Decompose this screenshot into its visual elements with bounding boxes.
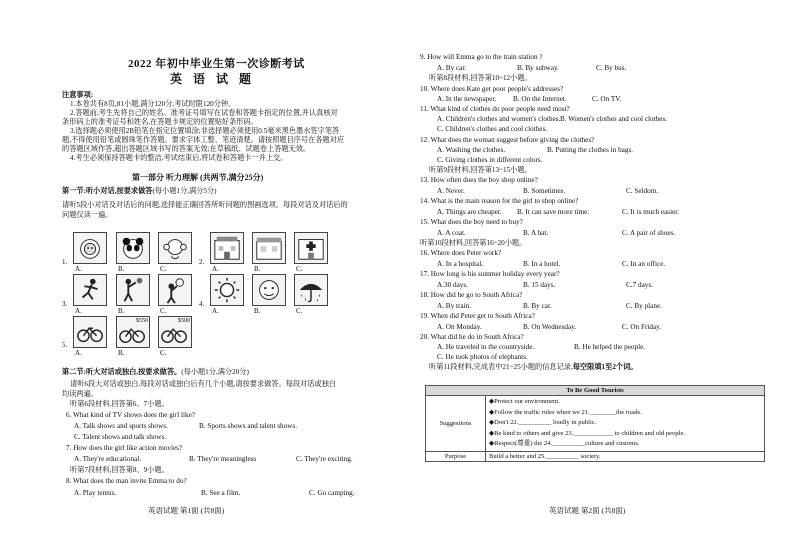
exam-subtitle: 英 语 试 题 [170,72,256,86]
answer-option: A. Never. [437,187,465,195]
lion-picture-icon [73,232,107,264]
answer-option: C. Seldom. [626,187,659,195]
section2-note: (每小题1分,满分20分) [181,368,249,376]
shop-picture-icon [252,232,286,264]
notice-line: 的答题区域作答,超出答题区域书写的答案无效;在草稿纸、试题卷上答题无效。 [62,145,311,153]
question-number: 2. [199,258,205,266]
hospital-picture-icon [294,232,328,264]
section2-instruction: 均读两遍。 [62,390,98,398]
answer-option: C. Go camping. [309,489,355,497]
answer-option: C. On Friday. [622,323,662,331]
table-instruction-text: 听第11段材料,完成表中21~25小题的信息记录, [429,363,573,371]
answer-option: C. Giving clothes in different colors. [437,156,543,164]
notice-line: 3.选择题必须使用2B铅笔在指定位置填涂;非选择题必须使用0.5毫米黑色墨水签字笔答 [70,127,340,135]
cloudy-picture-icon [252,274,286,306]
option-label: B. [254,307,261,315]
answer-option: C. It is much easier. [622,208,680,216]
table-instruction-emphasis: 每空限填1至2个词。 [572,363,638,371]
section1-title: 第一节:听小对话,按要求做答 [62,187,153,195]
answer-option: B. Putting the clothes in bags. [547,146,634,154]
answer-option: C. Children's clothes and cool clothes. [437,125,548,133]
section1-note: (每小题1分,满分5分) [152,187,217,195]
answer-option: B. See a film. [201,489,241,497]
question-text: 11. What kind of clothes do poor people need most? [420,105,570,113]
bank-picture-icon [210,232,244,264]
answer-option: A. In a hospital. [437,260,484,268]
page-footer: 英语试题 第2面 (共8面) [549,506,626,515]
answer-option: C. He took photos of elephants. [437,353,528,361]
option-label: A. [75,307,82,315]
notes-table [425,385,765,462]
answer-option: A. A coat. [437,229,466,237]
answer-option: A. On Monday. [437,323,482,331]
table-row-label: Purpose [426,451,486,461]
table-suggestion-item: ◆Don't 22.__________ loudly in public. [489,419,597,426]
table-suggestion-item: ◆Respect(尊重) the 24.__________culture and customs. [489,440,640,447]
table-suggestion-item: ◆Follow the traffic rules when we 21.________the roads. [489,408,642,416]
question-text: 8. What does the man invite Emma to do? [66,477,187,485]
section1-heading [62,187,217,196]
listening-note: 听第9段材料,回答第13~15小题。 [429,166,532,174]
option-label: A. [212,307,219,315]
option-label: B. [118,349,125,357]
answer-option: B. In a hotel. [523,260,561,268]
option-label: B. [118,265,125,273]
bike-price-label: $500 [178,318,190,324]
notice-line: 2.答题前,考生先将自己的姓名、准考证号填写在试卷和答题卡指定的位置,并认真核对 [70,109,338,117]
answer-option: B. Women's clothes and cool clothes. [560,115,667,123]
answer-option: A. They're educational. [74,455,142,463]
answer-option: B. He helped the people. [574,343,646,351]
answer-option: B. By car. [523,302,552,310]
table-purpose-cell: Build a better and 25.__________ society. [486,451,765,461]
answer-option: C. By plane. [626,302,662,310]
part1-title: 第一部分 听力理解 (共两节,满分25分) [132,173,264,182]
answer-option: B. They're meaningless [189,455,257,463]
answer-option: B. On the Internet. [513,95,567,103]
question-text: 10. Where does Kate get poor people's addresses? [420,85,564,93]
bike-price-picture-icon [158,316,192,348]
question-text: 17. How long is his summer holiday every year? [420,270,560,278]
section1-instruction: 请听5段小对话及对话后的问题,选择能正确回答所听问题的图画选项。每段对话及对话后的 [62,201,348,209]
answer-option: A. In the newspaper. [437,95,497,103]
question-number: 1. [62,258,68,266]
panda-picture-icon [116,232,150,264]
table-suggestion-item: ◆Be kind to others and give 23.____________ to children and old people. [489,429,686,437]
section2-title: 第二节:听大对话或独白,按要求做答。 [62,368,182,376]
answer-option: A. By train. [437,302,471,310]
answer-option: A. By car. [437,64,467,72]
page-footer: 英语试题 第1面 (共8面) [148,506,225,515]
listening-note: 听第7段材料,回答第8、9小题。 [70,466,169,474]
answer-option: A. He traveled in the countryside. [437,343,535,351]
question-number: 3. [62,300,68,308]
option-label: C. [160,349,167,357]
sunny-picture-icon [210,274,244,306]
section2-instruction: 听第6段材料,回答第6、7小题。 [70,400,169,408]
answer-option: A. Play tennis. [74,489,117,497]
notice-line: 题,不得使用铅笔或圆珠笔作答题。要求字体工整、笔迹清楚。请按照题目序号在各题对应 [62,136,345,144]
bike-price-picture-icon [73,316,107,348]
question-text: 12. What does the woman suggest before giving the clothes? [420,136,595,144]
listening-note: 听第10段材料,回答第16~20小题。 [420,239,527,247]
answer-option: C. In an office. [622,260,666,268]
answer-option: B. 15 days. [523,281,556,289]
answer-option: A. Washing the clothes. [437,146,506,154]
question-text: 20. What did he do in South Africa? [420,333,524,341]
question-text: 7. How does the girl like action movies? [66,444,183,452]
answer-option: C.7 days. [626,281,653,289]
answer-option: B. Sports shows and talent shows. [199,422,298,430]
volleyball-picture-icon [158,274,192,306]
answer-option: C. Talent shows and talk shows. [74,433,167,441]
answer-option: A.30 days. [437,281,468,289]
listening-note: 听第8段材料,回答第10~12小题。 [429,74,532,82]
notice-line: 4.考生必须保持答题卡的整洁,考试结束后,将试卷和答题卡一并上交。 [70,154,288,162]
option-label: A. [75,265,82,273]
question-text: 14. What is the main reason for the girl to shop online? [420,197,579,205]
notice-heading: 注意事项: [62,91,94,99]
question-text: 16. Where does Peter work? [420,249,502,257]
question-text: 13. How often does the boy shop online? [420,176,538,184]
answer-option: B. By subway. [517,64,559,72]
table-title: To Be Good Tourists [426,386,765,396]
bike-price-label: $550 [136,318,148,324]
answer-option: B. On Wednesday. [523,323,577,331]
table-instruction [429,363,637,372]
option-label: C. [160,265,167,273]
answer-option: C. A pair of shoes. [622,229,676,237]
notice-line: 条形码上的准考证号和姓名,在答题卡规定的位置贴好条形码。 [62,118,258,126]
section2-heading [62,368,249,377]
table-row-label: Suggestions [426,396,486,452]
option-label: B. [254,265,261,273]
rainy-picture-icon [294,274,328,306]
exam-title: 2022 年初中毕业生第一次诊断考试 [128,58,305,70]
answer-option: A. Things are cheaper. [437,208,502,216]
answer-option: A. Children's clothes and women's clothes. [437,115,561,123]
basketball-picture-icon [116,274,150,306]
answer-option: C. On TV. [592,95,622,103]
answer-option: B. It can save more time. [517,208,590,216]
question-text: 6. What kind of TV shows does the girl like? [66,411,195,419]
table-suggestions-cell [486,396,765,452]
answer-option: B. A hat. [523,229,549,237]
answer-option: B. Sometimes. [523,187,566,195]
question-text: 19. When did Peter get to South Africa? [420,312,535,320]
table-suggestion-item: ◆Protect our environment. [489,398,560,405]
right-page [397,0,794,550]
option-label: C. [296,265,303,273]
running-picture-icon [73,274,107,306]
answer-option: A. Talk shows and sports shows. [74,422,168,430]
section2-instruction: 请听6段大对话或独白,每段对话或独白后有几个小题,请按要求做答。每段对话或独白 [70,380,336,388]
option-label: A. [75,349,82,357]
answer-option: C. By bus. [596,64,627,72]
option-label: A. [212,265,219,273]
question-text: 15. What does the boy need to buy? [420,218,523,226]
question-text: 9. How will Emma go to the train station ? [420,53,543,61]
answer-option: C. They're exciting. [296,455,353,463]
section1-instruction: 问题仅读一遍。 [62,211,113,219]
question-text: 18. How did he go to South Africa? [420,291,523,299]
bike-price-picture-icon [116,316,150,348]
question-number: 4. [199,300,205,308]
monkey-picture-icon [158,232,192,264]
notice-line: 1.本卷共有8页,81小题,满分120分,考试时限120分钟。 [70,100,236,108]
question-number: 5. [62,341,68,349]
option-label: C. [296,307,303,315]
option-label: B. [118,307,125,315]
option-label: C. [160,307,167,315]
